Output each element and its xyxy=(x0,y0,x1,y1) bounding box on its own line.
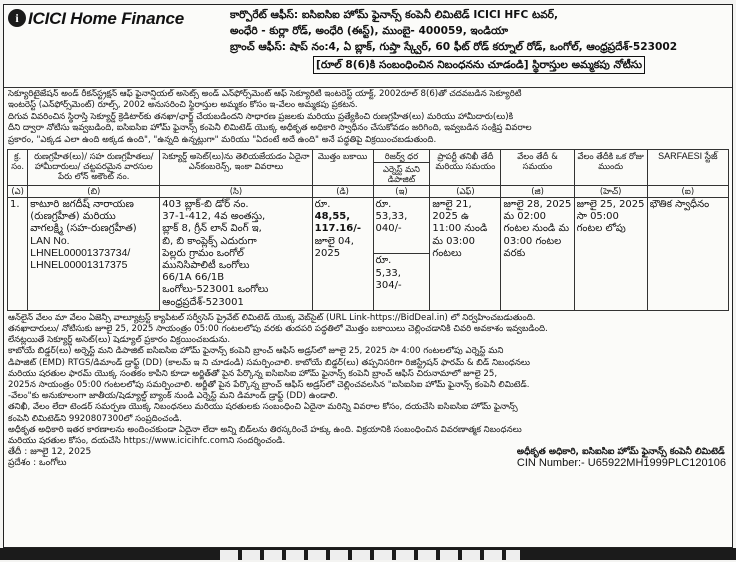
borrower-line: (రుణగ్రహీత) మరియు xyxy=(30,211,116,223)
place-value: : ఒంగోలు xyxy=(33,458,67,469)
col-number: (జి) xyxy=(501,186,574,198)
date-value: : జూలై 12, 2025 xyxy=(24,447,92,458)
col-header-borrower: రుణగ్రహీత(లు)/ సహ రుణగ్రహీతలు/ హామీదారులు/ చట్టపరమైన వారసుల పేరు లోన్ అకౌంట్ నం. xyxy=(28,150,160,186)
intro-line: సెక్యూరిటైజేషన్ అండ్ రీకన్‌స్ట్రక్షన్ ఆఫ్ ఫైనాన్షియల్ అసెట్స్ అండ్ ఎన్‌ఫోర్స్‌మెంట్ ఆఫ్ సెక్యూరిటీ ఇంటరెస్ట్ యాక్ట్, 2002రూల్ 8(6)తో చదవబడిన సెక్యూరిటీ xyxy=(8,89,522,99)
borrower-line: కాటూరి జగదీష్ నారాయణ xyxy=(30,199,134,211)
cell-borrower xyxy=(28,198,160,311)
cell-inspection: జూలై 21, 2025 ఉ 11:00 నుండి మ 03:00 గంటలు xyxy=(430,198,501,311)
terms-line: కంపెనీ లిమిటెడ్‌ని 9920807300లో సంప్రదించండి. xyxy=(8,413,183,424)
asset-line: 403 బ్లాక్-బి డోర్ నం. xyxy=(162,199,249,211)
col-subheader-emd: ఎర్నెస్ట్ మని డిపాజిట్ xyxy=(373,163,430,186)
cell-auction: జూలై 28, 2025 మ 02:00 గంటల నుండి మ 03:00 గంటల వరకు xyxy=(501,198,574,311)
cropped-banner-text xyxy=(220,550,520,560)
col-header-pre-auction: వేలం తేదీకి ఒక రోజు ముందు xyxy=(574,150,647,186)
dues-amount: 48,55, 117.16/- xyxy=(314,211,362,235)
col-number: (ఐ) xyxy=(647,186,728,198)
lan-number: LHNEL00001317375 xyxy=(30,260,128,272)
lan-label: LAN No. xyxy=(30,235,70,247)
col-number: (ఎ) xyxy=(8,186,28,198)
emd-prefix: రూ. xyxy=(375,255,392,267)
col-number: (సి) xyxy=(160,186,312,198)
place-label: ప్రదేశం xyxy=(8,458,31,469)
officer-block xyxy=(517,447,726,469)
asset-line: 37-1-412, 4వ అంతస్తు, xyxy=(162,211,266,223)
terms-line: తనఖాదారులు/ నోటీసుకు జూలై 25, 2025 సాయంత్రం 05:00 గంటలలోపు వరకు తుదపరి పద్ధతిలో మొత్తం బకాయిలు చెల్లించడానికి చివరి అవకాశం ఇవ్వబడింది. xyxy=(8,324,548,335)
cell-sno: 1. xyxy=(8,198,28,311)
table-header-row xyxy=(8,150,729,163)
next-ad-strip xyxy=(0,548,736,560)
reserve-price: 53,33, 040/- xyxy=(375,211,408,235)
intro-line: దిగువ వివరించిన స్థిరాస్తి సెక్యూర్డ్ క్రెడిటార్‌కు తనఖా/ఛార్జ్ చేయబడిందని సాధారణ ప్రజలకు మరియు ప్రత్యేకించి రుణగ్రహీత(లు) మరియు హామీదారు(లు)కి xyxy=(8,111,514,122)
terms-line: 2025న సాయంత్రం 05:00 గంటలలోపు సమర్పించాలి. అర్జీతో పైన పేర్కొన్న బ్రాంచ్ ఆఫీస్ అడ్రస్‌లో చెల్లించవలసిన "ఐసిఐసిఐ హోమ్ ఫైనాన్స్ కంపెనీ లిమిటెడ్. xyxy=(8,380,530,391)
col-header-stage: SARFAESI స్టేజ్ xyxy=(647,150,728,186)
cell-dues xyxy=(312,198,373,311)
col-header-inspection: ప్రాపర్టీ తనిఖీ తేదీ మరియు సమయం xyxy=(430,150,501,186)
cell-asset xyxy=(160,198,312,311)
date-place xyxy=(8,447,91,469)
corporate-address-line: అంధేరి - కుర్లా రోడ్, అంధేరి (ఈస్ట్), ముంబై- 400059, ఇండియా xyxy=(230,25,508,37)
terms-line: తనిఖీ, వేలం లేదా టెండర్ సమర్పణ యొక్క నిబంధనలు మరియు షరతులకు సంబంధించి ఏదైనా మరిన్ని వివరాల కోసం, దయచేసి ఐసిఐసిఐ హోమ్ ఫైనాన్స్ xyxy=(8,402,518,413)
col-header-reserve: రిజర్వ్ ధర xyxy=(373,150,430,163)
notice-title: [రూల్ 8(6)కి సంబంధించిన నిబంధనను చూడండి] స్థిరాస్తుల అమ్మకపు నోటీసు xyxy=(313,56,645,74)
terms-paragraph xyxy=(4,311,732,447)
terms-line: లేనట్లయితే సెక్యూర్డ్ అసెట్(లు) షెడ్యూల్ ప్రకారం విక్రయించబడును. xyxy=(8,335,231,346)
notice-header xyxy=(4,5,732,88)
col-header-auction: వేలం తేదీ & సమయం xyxy=(501,150,574,186)
notice-page xyxy=(3,4,733,548)
terms-line: మరియు షరతుల ఫారమ్ యొక్క సంతకం కాపీని కూడా అర్జిత్‌తో పైన పేర్కొన్న ఐసిఐసిఐ హోమ్ ఫైనాన్స్ కంపెనీ బ్రాంచ్ ఆఫీస్ చిరునామాలో జూలై 25, xyxy=(8,368,498,379)
borrower-line: వాగలక్ష్మి (సహ-రుణగ్రహీత) xyxy=(30,223,137,235)
emd-amount: 5,33, 304/- xyxy=(375,267,402,291)
asset-line: పెల్లరు గ్రామం ఒంగోల్ xyxy=(162,247,244,259)
col-number: (హెచ్) xyxy=(574,186,647,198)
col-number: (ఎఫ్) xyxy=(430,186,501,198)
cell-pre-auction: జూలై 25, 2025 సా 05:00 గంటల లోపు xyxy=(574,198,647,311)
table-row xyxy=(8,198,729,254)
intro-line: ప్రకారం, "ఎక్కడ ఎలా ఉంది అక్కడ ఉంది", "ఉన్నది ఉన్నట్లుగా" మరియు "ఏదంటే అదే ఉంది" అనే పద్ధతిపై విక్రయించబడుతుంది. xyxy=(8,134,437,145)
lan-number: LHNEL00001373734/ xyxy=(30,247,131,259)
asset-line: బి, బి కాంప్లెక్స్ ఎదురుగా xyxy=(162,235,257,247)
col-header-sno: క్ర. సం. xyxy=(8,150,28,186)
terms-line: డిపాజిట్ (EMD) RTGS/డిమాండ్ డ్రాఫ్ట్ (DD) (కాలమ్ ఇ ని చూడండి) సమర్పించాలి. కాబోయే బిడ్డర్(లు) తప్పనిసరిగా రిజిస్ట్రేషన్ ఫారమ్ & బిడ్ నిబంధనలు xyxy=(8,357,530,368)
office-addresses xyxy=(226,5,732,87)
icici-logo-icon: i xyxy=(8,9,26,27)
column-number-row xyxy=(8,186,729,198)
terms-line: ఆన్‌లైన్ వేలం మా వేలం ఏజెన్సీ వాల్యూట్రస్ట్ క్యాపిటల్ సర్వీసెస్ ప్రైవేట్ లిమిటెడ్ యొక్క వెబ్‌సైట్ (URL Link-https://BidDeal.in) లో నిర్వహించబడుతుంది. xyxy=(8,312,536,323)
cin-number: CIN Number:- U65922MH1999PLC120106 xyxy=(516,457,726,470)
terms-line: కాబోయే బిడ్డర్(లు) అర్నెస్ట్ మని డిపాజిట్ ఐసిఐసిఐ హోమ్ ఫైనాన్స్ కంపెనీ బ్రాంచ్ ఆఫీస్ అడ్రస్‌లో జూలై 25, 2025 సా 4:00 గంటలలోపు ఎర్నెస్ట్ మని xyxy=(8,346,504,357)
col-header-asset: సెక్యూర్డ్ అసెట్(లు)ను తెలియజేయడం ఏదైనా ఎన్‌కంబరెన్స్, ఇంకా వివరాలు xyxy=(160,150,312,186)
corporate-office-line: కార్పొరేట్ ఆఫీస్: ఐసిఐసిఐ హోమ్ ఫైనాన్స్ కంపెనీ లిమిటెడ్ ICICI HFC టవర్, xyxy=(230,9,558,21)
asset-line: ఒంగోలు-523001 ఒంగోలు xyxy=(162,284,269,296)
col-header-dues: మొత్తం బకాయి xyxy=(312,150,373,186)
authorized-officer: అధీకృత అధికారి, ఐసిఐసిఐ హోమ్ ఫైనాన్స్ కంపెనీ లిమిటెడ్ xyxy=(516,447,725,458)
dues-prefix: రూ. xyxy=(314,199,331,211)
cell-stage: భౌతిక స్వాధీనం xyxy=(647,198,728,311)
intro-line: ఇంటరెస్ట్ (ఎన్‌ఫోర్స్‌మెంట్) రూల్స్, 2002 అనుసరించి స్థిరాస్తుల అమ్మకం కోసం ఇ-వేలం అమ్మకపు ప్రకటన. xyxy=(8,100,358,111)
intro-line: దీని ద్వారా నోటీసు ఇవ్వబడింది, ఐసిఐసిఐ హోమ్ ఫైనాన్స్ కంపెనీ లిమిటెడ్ యొక్క అధీకృత అధికారి స్వాధీనం చేసుకోవడం జరిగింది, ఇవ్వబడిన సంక్షిప్త వివరాల xyxy=(8,123,532,134)
terms-line: -వేలం"కు అనుకూలంగా జాతీయ/షెడ్యూల్డ్ బ్యాంక్ నుండి ఎర్నెస్ట్ మని డిమాండ్ డ్రాఫ్ట్ (DD) ఉండాలి. xyxy=(8,391,338,402)
col-number: (డి) xyxy=(312,186,373,198)
branch-office-line: బ్రాంచ్ ఆఫీస్: షాప్ నం:4, ఏ బ్లాక్, గుప్తా స్క్వేర్, 60 ఫీట్ రోడ్ కర్నూల్ రోడ్, ఒంగోల్, ఆంధ్రప్రదేశ్-523002 xyxy=(230,41,678,53)
asset-line: బ్లాక్ 8, గ్రీన్ లాన్ వింగ్ ఇ, xyxy=(162,223,262,235)
company-logo xyxy=(4,5,226,87)
auction-table xyxy=(7,149,729,311)
reserve-prefix: రూ. xyxy=(375,199,392,211)
col-number: (బి) xyxy=(28,186,160,198)
asset-line: మునిసిపాలిటీ ఒంగోలు xyxy=(162,260,250,272)
terms-line: మరియు షరతుల కోసం, దయచేసి https://www.icicihfc.comని సందర్శించండి. xyxy=(8,436,286,447)
signature-block xyxy=(4,447,732,469)
asset-line: 66/1A 66/1B xyxy=(162,272,225,284)
date-label: తేదీ xyxy=(8,447,22,458)
logo-text: ICICI Home Finance xyxy=(28,9,185,28)
intro-paragraph xyxy=(4,88,732,146)
col-number: (ఇ) xyxy=(373,186,430,198)
terms-line: అధీకృత అధికారి ఇతర కారణాలను అందించకుండా ఏదైనా లేదా అన్ని బిడ్‌లను తిరస్కరించే హక్కు ఉంది. విక్రయానికి సంబంధించిన వివరణాత్మక నిబంధనలు xyxy=(8,424,522,435)
cell-emd xyxy=(373,254,430,310)
cell-reserve xyxy=(373,198,430,254)
dues-as-on: జూలై 04, 2025 xyxy=(314,235,354,259)
asset-line: ఆంధ్రప్రదేశ్-523001 xyxy=(162,296,244,308)
